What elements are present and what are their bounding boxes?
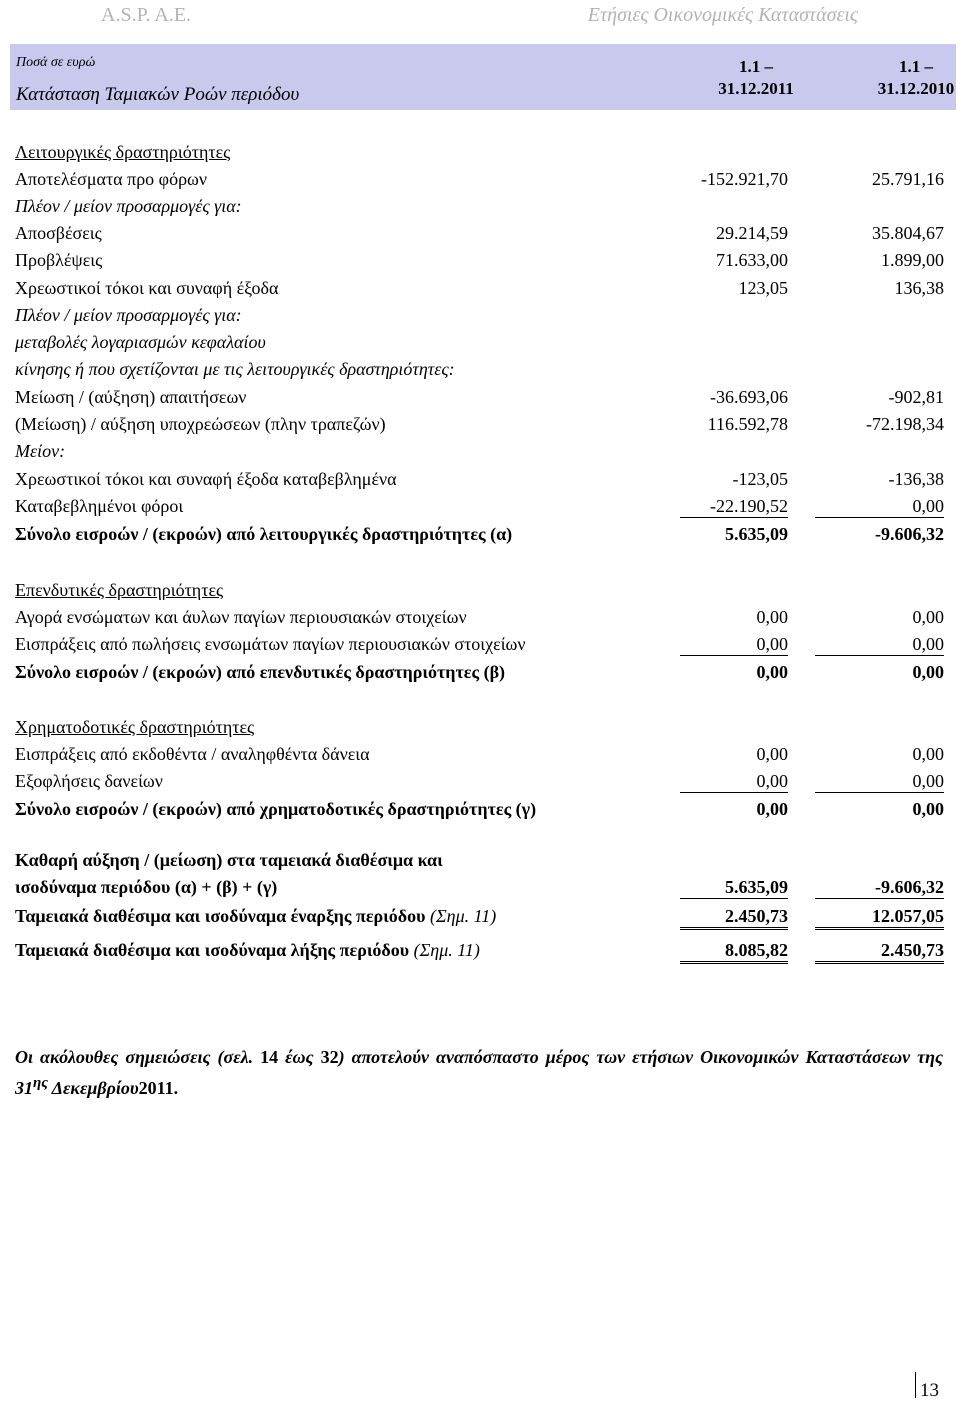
row-label: Χρεωστικοί τόκοι και συναφή έξοδα καταβεβλημένα (15, 469, 397, 489)
table-row (15, 744, 955, 769)
value-2010: 25.791,16 (872, 169, 944, 189)
value-2010: 0,00 (912, 799, 944, 819)
value-2011: 71.633,00 (716, 250, 788, 270)
value-2011: -152.921,70 (701, 169, 788, 189)
units-label: Ποσά σε ευρώ (16, 55, 96, 70)
table-row (15, 169, 955, 194)
table-row (15, 196, 955, 221)
row-label: Αποτελέσματα προ φόρων (15, 169, 208, 189)
table-row (15, 524, 955, 549)
row-label: ισοδύναμα περιόδου (α) + (β) + (γ) (15, 877, 278, 897)
value-2011: -22.190,52 (680, 496, 788, 518)
row-label: Καθαρή αύξηση / (μείωση) στα ταμειακά διαθέσιμα και (15, 850, 443, 870)
table-header (10, 44, 956, 110)
table-row (15, 799, 955, 824)
value-2010: 0,00 (912, 607, 944, 627)
value-2010: 0,00 (815, 496, 944, 518)
value-2010: -72.198,34 (866, 414, 944, 434)
value-2011: 0,00 (756, 799, 788, 819)
value-2011: 116.592,78 (707, 414, 788, 434)
table-row (15, 580, 955, 605)
row-label: Εξοφλήσεις δανείων (15, 771, 163, 791)
row-label: (Μείωση) / αύξηση υποχρεώσεων (πλην τραπεζών) (15, 414, 386, 434)
row-label: Αγορά ενσώματων και άυλων παγίων περιουσιακών στοιχείων (15, 607, 467, 627)
page-number: 13 (920, 1380, 939, 1401)
row-label: Χρηματοδοτικές δραστηριότητες (15, 717, 255, 737)
value-2010: 2.450,73 (815, 940, 944, 964)
table-row (15, 142, 955, 167)
row-label: Επενδυτικές δραστηριότητες (15, 580, 224, 600)
footnote: Οι ακόλουθες σημειώσεις (σελ. 14 έως 32) αποτελούν αναπόσπαστο μέρος των ετήσιων Οικονομικών Καταστάσεων της $31^{\eta\varsigma}$ Δεκεμβρίου2011. (15, 1047, 944, 1098)
table-row (15, 223, 955, 248)
row-label: Σύνολο εισροών / (εκροών) από επενδυτικές δραστηριότητες (β) (15, 662, 506, 682)
value-2011: 5.635,09 (725, 524, 788, 544)
column-header-2010: 1.1 – 31.12.2010 (877, 57, 955, 98)
value-2010: 35.804,67 (872, 223, 944, 243)
value-2011: 0,00 (756, 744, 788, 764)
value-2010: -9.606,32 (875, 524, 944, 544)
row-label: Προβλέψεις (15, 250, 103, 270)
value-2011: -123,05 (732, 469, 788, 489)
row-label: κίνησης ή που σχετίζονται με τις λειτουργικές δραστηριότητες: (15, 359, 455, 379)
value-2010: 0,00 (912, 662, 944, 682)
table-row (15, 278, 955, 303)
table-row (15, 607, 955, 632)
table-row (15, 662, 955, 687)
value-2011: 0,00 (756, 607, 788, 627)
table-row (15, 469, 955, 494)
row-label: Μείωση / (αύξηση) απαιτήσεων (15, 387, 247, 407)
value-2011: 2.450,73 (680, 906, 788, 930)
value-2010: 1.899,00 (881, 250, 944, 270)
table-row (15, 771, 955, 796)
table-row (15, 906, 955, 931)
table-row (15, 250, 955, 275)
column-header-2011: 1.1 – 31.12.2011 (718, 57, 794, 98)
table-row (15, 877, 955, 902)
row-label: Πλέον / μείον προσαρμογές για: (15, 305, 242, 325)
row-label: Πλέον / μείον προσαρμογές για: (15, 196, 242, 216)
value-2010: -9.606,32 (815, 877, 944, 899)
row-label: Ταμειακά διαθέσιμα και ισοδύναμα έναρξης περιόδου (Σημ. 11) (15, 906, 497, 926)
table-row (15, 717, 955, 742)
company-name: A.S.P. A.E. (101, 4, 192, 26)
row-label: Εισπράξεις από πωλήσεις ενσωμάτων παγίων περιουσιακών στοιχείων (15, 634, 526, 654)
note-reference: (Σημ. 11) (413, 940, 480, 960)
value-2011: 0,00 (756, 662, 788, 682)
table-row (15, 940, 955, 965)
page-header (0, 4, 960, 26)
statement-title: Κατάσταση Ταμιακών Ροών περιόδου (16, 84, 300, 105)
row-label: μεταβολές λογαριασμών κεφαλαίου (15, 332, 266, 352)
document-title: Ετήσιες Οικονομικές Καταστάσεις (587, 4, 858, 26)
value-2010: 12.057,05 (815, 906, 944, 930)
value-2010: 0,00 (815, 634, 944, 656)
table-row (15, 305, 955, 330)
value-2010: 136,38 (894, 278, 944, 298)
note-reference: (Σημ. 11) (429, 906, 497, 926)
value-2011: 29.214,59 (716, 223, 788, 243)
row-label: Εισπράξεις από εκδοθέντα / αναληφθέντα δάνεια (15, 744, 370, 764)
table-row (15, 634, 955, 659)
value-2010: -136,38 (888, 469, 944, 489)
row-label: Μείον: (15, 441, 66, 461)
row-label: Λειτουργικές δραστηριότητες (15, 142, 231, 162)
table-row (15, 496, 955, 521)
table-row (15, 850, 955, 875)
value-2011: 5.635,09 (680, 877, 788, 899)
value-2010: -902,81 (888, 387, 944, 407)
value-2011: 8.085,82 (680, 940, 788, 964)
table-row (15, 332, 955, 357)
value-2011: 123,05 (738, 278, 788, 298)
value-2010: 0,00 (912, 744, 944, 764)
row-label: Ταμειακά διαθέσιμα και ισοδύναμα λήξης περιόδου (Σημ. 11) (15, 940, 480, 960)
row-label: Καταβεβλημένοι φόροι (15, 496, 184, 516)
value-2011: 0,00 (680, 771, 788, 793)
value-2011: 0,00 (680, 634, 788, 656)
row-label: Σύνολο εισροών / (εκροών) από χρηματοδοτικές δραστηριότητες (γ) (15, 799, 537, 819)
row-label: Αποσβέσεις (15, 223, 102, 243)
table-row (15, 414, 955, 439)
row-label: Χρεωστικοί τόκοι και συναφή έξοδα (15, 278, 279, 298)
row-label: Σύνολο εισροών / (εκροών) από λειτουργικές δραστηριότητες (α) (15, 524, 513, 544)
page-number-rule (915, 1372, 916, 1398)
table-row (15, 359, 955, 384)
table-row (15, 441, 955, 466)
value-2011: -36.693,06 (710, 387, 788, 407)
table-row (15, 387, 955, 412)
value-2010: 0,00 (815, 771, 944, 793)
